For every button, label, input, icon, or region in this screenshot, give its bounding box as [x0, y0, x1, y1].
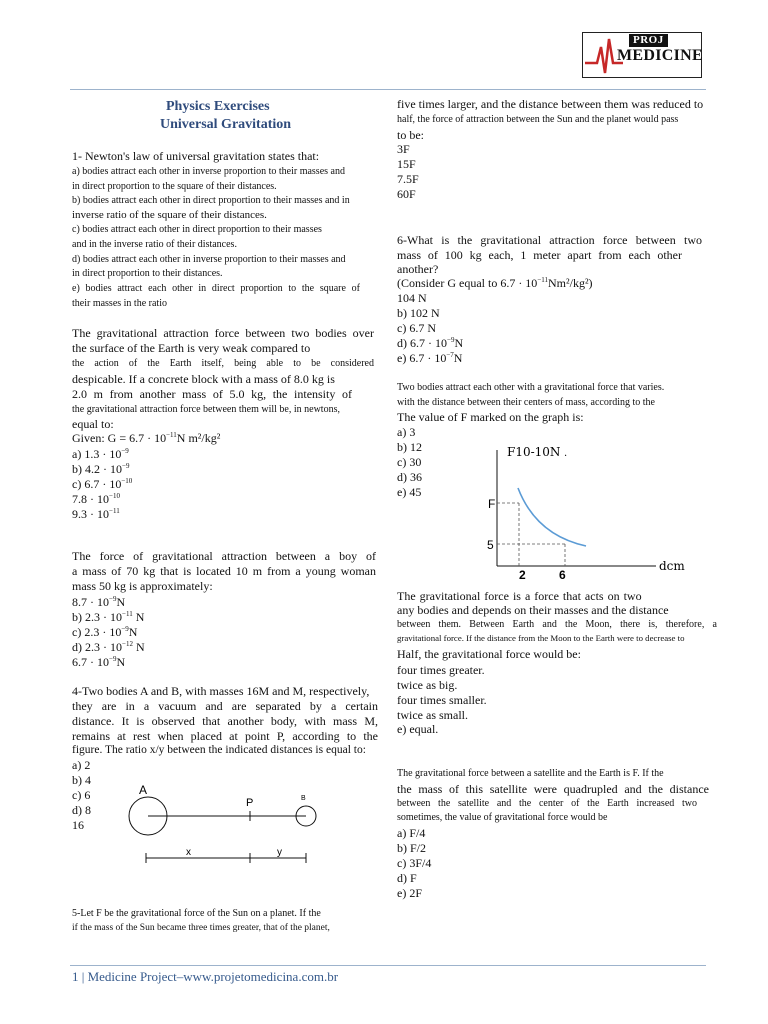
footer [72, 969, 338, 985]
q5-line: to be: [397, 128, 424, 142]
page-title: Physics Exercises [166, 99, 270, 114]
footer-link[interactable]: www.projetomedicina.com.br [183, 969, 339, 984]
q5-option-c: 7.5F [397, 172, 419, 186]
q6-option-a: 104 N [397, 291, 427, 305]
q9-line: between the satellite and the center of the Earth increased two [397, 798, 697, 809]
q8-line: Half, the gravitational force would be: [397, 647, 581, 661]
q9-option-a: a) F/4 [397, 826, 426, 840]
q2-option-a: a) $1.3 \cdot 10^{-9}$ [72, 447, 129, 461]
q5-option-d: 60F [397, 187, 416, 201]
q3-option-e: $6.7 \cdot 10^{-9}N$ [72, 655, 126, 669]
fig-label-b: B [301, 795, 306, 802]
q9-option-d: d) F [397, 871, 417, 885]
q7-option-d: d) 36 [397, 470, 422, 484]
q1-option-e-cont: their masses in the ratio [72, 298, 167, 309]
q8-line: The gravitational force is a force that acts on two [397, 589, 642, 603]
q9-line: sometimes, the value of gravitational force would be [397, 812, 608, 823]
q5-line: 5-Let F be the gravitational force of the Sun on a planet. If the [72, 908, 321, 919]
q2-option-d: $7.8 \cdot 10^{-10}$ [72, 492, 120, 506]
q4-option-a: a) 2 [72, 758, 91, 772]
q1-option-c: c) bodies attract each other in direct proportion to their masses [72, 224, 322, 235]
q9-option-e: e) 2F [397, 886, 422, 900]
graph-x-label: dcm [659, 559, 685, 573]
q5-line: five times larger, and the distance between them was reduced to [397, 97, 704, 111]
q4-line: figure. The ratio x/y between the indicated distances is equal to: [72, 744, 366, 756]
fig-label-x: x [186, 847, 191, 858]
q4-line: they are in a vacuum and are separated by a certain [72, 699, 378, 713]
q2-line: despicable. If a concrete block with a mass of 8.0 kg is [72, 372, 335, 386]
q1-option-a-cont: in direct proportion to the square of their distances. [72, 181, 277, 192]
q8-option-c: four times smaller. [397, 693, 487, 707]
graph-tick-5: 5 [487, 538, 494, 552]
q9-option-c: c) 3F/4 [397, 856, 432, 870]
q6-line: mass of 100 kg each, 1 meter apart from each other [397, 248, 682, 262]
q9-line: the mass of this satellite were quadrupled and the distance [397, 782, 709, 796]
q2-line: the surface of the Earth is very weak compared to [72, 341, 311, 355]
fig-label-y: y [277, 847, 282, 858]
fig-label-a: A [139, 783, 148, 797]
logo-text-bottom: MEDICINE [617, 47, 703, 64]
graph-y-label: F10-10N [507, 445, 561, 459]
q2-option-e: $9.3 \cdot 10^{-11}$ [72, 507, 120, 521]
q1-option-b: b) bodies attract each other in direct proportion to their masses and in [72, 195, 350, 206]
graph-tick-6: 6 [559, 568, 566, 582]
q6-line: another? [397, 262, 439, 276]
q8-option-e: e) equal. [397, 722, 439, 736]
q9-line: The gravitational force between a satellite and the Earth is F. If the [397, 768, 664, 779]
q4-option-b: b) 4 [72, 773, 91, 787]
q1-option-a: a) bodies attract each other in inverse proportion to their masses and [72, 166, 345, 177]
q3-option-a: $8.7 \cdot 10^{-9}N$ [72, 595, 126, 609]
q2-line: the gravitational attraction force between them will be, in newtons, [72, 404, 340, 415]
footer-page-label: 1 | Medicine Project– [72, 969, 184, 984]
q7-line: The value of F marked on the graph is: [397, 410, 584, 424]
page-subtitle: Universal Gravitation [160, 117, 292, 132]
q4-line: distance. It is observed that another body, with mass M, [72, 714, 378, 728]
q8-option-b: twice as big. [397, 678, 458, 692]
q8-line: between them. Between Earth and the Moon, there is, therefore, a [397, 619, 717, 630]
q6-option-e: e) $6.7 \cdot 10^{-7}N$ [397, 351, 463, 365]
q8-line: gravitational force. If the distance from the Moon to the Earth were to decrease to [397, 633, 685, 643]
header-rule [70, 89, 706, 90]
q7-line: Two bodies attract each other with a gravitational force that varies. [397, 382, 665, 393]
q7-line: with the distance between their centers of mass, according to the [397, 397, 655, 408]
q1-option-d: d) bodies attract each other in inverse proportion to their masses and [72, 254, 346, 265]
footer-rule [70, 965, 706, 966]
graph-mark: . [564, 448, 568, 459]
q3-line: The force of gravitational attraction between a boy of [72, 549, 376, 563]
q2-line: the action of the Earth itself, being able to be considered [72, 358, 374, 369]
q1-option-c-cont: and in the inverse ratio of their distances. [72, 239, 237, 250]
q5-option-b: 15F [397, 157, 416, 171]
fig-label-p: P [246, 797, 254, 809]
q2-line: The gravitational attraction force between two bodies over [72, 326, 374, 340]
q9-option-b: b) F/2 [397, 841, 427, 855]
q4-line: remains at rest when placed at point P, according to the [72, 729, 378, 743]
logo-text-top: PROJ [629, 34, 668, 47]
q3-option-d: d) $2.3 \cdot 10^{-12}$ N [72, 640, 145, 654]
q3-option-b: b) $2.3 \cdot 10^{-11}$ N [72, 610, 145, 624]
graph-tick-2: 2 [519, 568, 526, 582]
q8-option-a: four times greater. [397, 663, 485, 677]
q7-option-b: b) 12 [397, 440, 422, 454]
q7-option-a: a) 3 [397, 425, 416, 439]
q3-option-c: c) $2.3 \cdot 10^{-9}N$ [72, 625, 138, 639]
q1-option-d-cont: in direct proportion to their distances. [72, 268, 223, 279]
q4-figure [120, 780, 330, 870]
q5-option-a: 3F [397, 142, 410, 156]
q2-line: 2.0 m from another mass of 5.0 kg, the intensity of [72, 387, 352, 401]
q6-given: (Consider G equal to $6.7 \cdot 10^{-11}Nm^2/kg^2$) [397, 276, 593, 290]
q2-option-c: c) $6.7 \cdot 10^{-10}$ [72, 477, 133, 491]
q3-line: a mass of 70 kg that is located 10 m from a young woman [72, 564, 376, 578]
q8-line: any bodies and depends on their masses and the distance [397, 603, 669, 617]
q2-line: equal to: [72, 417, 114, 431]
q3-line: mass 50 kg is approximately: [72, 579, 213, 593]
q5-line: half, the force of attraction between the Sun and the planet would pass [397, 114, 679, 125]
q6-option-b: b) 102 N [397, 306, 440, 320]
q1-option-b-cont: inverse ratio of the square of their distances. [72, 209, 267, 221]
q4-option-d: d) 8 [72, 803, 91, 817]
q6-option-d: d) $6.7 \cdot 10^{-9}N$ [397, 336, 464, 350]
q4-line: 4-Two bodies A and B, with masses 16M and M, respectively, [72, 684, 370, 698]
q2-option-b: b) $4.2 \cdot 10^{-9}$ [72, 462, 130, 476]
q7-option-c: c) 30 [397, 455, 422, 469]
q7-graph [478, 440, 692, 586]
q6-line: 6-What is the gravitational attraction force between two [397, 233, 702, 247]
q4-option-e: 16 [72, 818, 84, 832]
graph-curve [518, 488, 586, 546]
q2-given: Given: $G = 6.7 \cdot 10^{-11}N$ m²/kg² [72, 431, 221, 445]
q5-line: if the mass of the Sun became three times greater, that of the planet, [72, 923, 330, 933]
q6-option-c: c) 6.7 N [397, 321, 436, 335]
q7-option-e: e) 45 [397, 485, 422, 499]
logo [582, 32, 702, 78]
graph-tick-f: F [488, 497, 496, 511]
q8-option-d: twice as small. [397, 708, 468, 722]
q1-stem: 1- Newton's law of universal gravitation states that: [72, 149, 320, 163]
q1-option-e: e) bodies attract each other in direct proportion to the square of [72, 283, 360, 294]
q4-option-c: c) 6 [72, 788, 91, 802]
